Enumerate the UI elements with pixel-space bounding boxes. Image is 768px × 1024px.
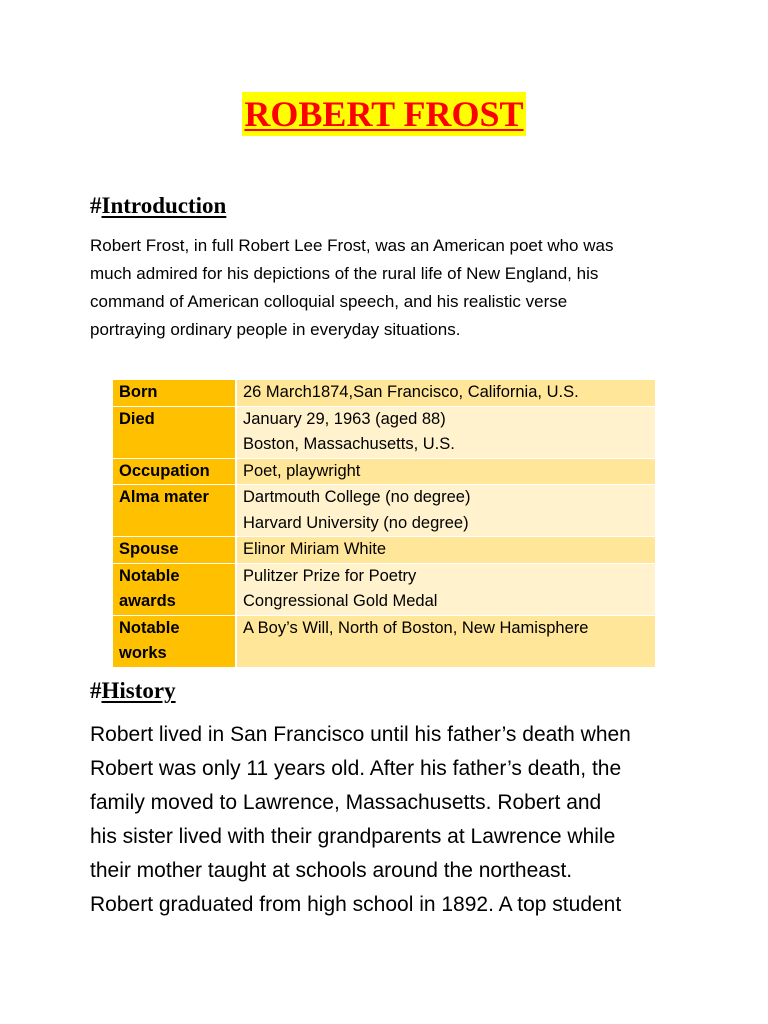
history-line: their mother taught at schools around the northeast. [90,859,573,882]
info-table [113,380,655,668]
table-value-cell [236,458,655,485]
history-heading-text: History [101,678,176,703]
table-row-notable-works [113,615,655,667]
value-born: 26 March1874,San Francisco, California, U.S. [243,383,579,401]
table-row-born [113,380,655,406]
history-heading-hash: # [90,678,102,703]
label-notable-awards-1: Notable [119,566,180,585]
value-died-place: Boston, Massachusetts, U.S. [243,435,455,453]
label-notable-awards-2: awards [119,592,176,610]
history-line: his sister lived with their grandparents at Lawrence while [90,825,616,848]
label-died: Died [119,409,155,428]
table-value-cell [236,380,655,406]
introduction-heading-text: Introduction [101,193,227,218]
history-line: Robert lived in San Francisco until his father’s death when [90,723,631,746]
label-notable-works-2: works [119,644,167,662]
introduction-heading [90,192,226,220]
history-line: Robert graduated from high school in 1892. A top student [90,893,622,916]
history-heading [90,677,176,705]
page-title: ROBERT FROST [244,94,524,134]
introduction-paragraph [90,232,690,344]
introduction-line: portraying ordinary people in everyday situations. [90,320,461,339]
table-value-cell [236,406,655,458]
history-line: family moved to Lawrence, Massachusetts. Robert and [90,791,602,814]
table-value-cell [236,485,655,537]
introduction-line: Robert Frost, in full Robert Lee Frost, was an American poet who was [90,236,614,255]
history-line: Robert was only 11 years old. After his father’s death, the [90,757,622,780]
table-label-cell [113,458,236,485]
table-label-cell [113,380,236,406]
value-notable-awards-1: Pulitzer Prize for Poetry [243,566,417,585]
table-value-cell [236,563,655,615]
history-paragraph [90,718,710,922]
table-label-cell [113,406,236,458]
title-container [0,92,768,136]
label-notable-works-1: Notable [119,618,180,637]
table-row-notable-awards [113,563,655,615]
value-died-date: January 29, 1963 (aged 88) [243,409,446,428]
table-value-cell [236,615,655,667]
table-row-died [113,406,655,458]
table-label-cell [113,563,236,615]
value-alma-mater-2: Harvard University (no degree) [243,513,469,532]
table-row-spouse [113,537,655,564]
table-label-cell [113,537,236,564]
table-row-alma-mater [113,485,655,537]
table-row-occupation [113,458,655,485]
value-alma-mater-1: Dartmouth College (no degree) [243,488,471,506]
label-occupation: Occupation [119,461,210,480]
label-born: Born [119,383,158,401]
value-notable-awards-2: Congressional Gold Medal [243,592,438,610]
introduction-line: command of American colloquial speech, and his realistic verse [90,292,568,311]
introduction-heading-hash: # [90,193,102,218]
table-label-cell [113,485,236,537]
introduction-line: much admired for his depictions of the rural life of New England, his [90,264,599,283]
value-notable-works: A Boy’s Will, North of Boston, New Hamisphere [243,618,589,637]
label-alma-mater: Alma mater [119,488,209,506]
table-value-cell [236,537,655,564]
label-spouse: Spouse [119,540,179,558]
value-occupation: Poet, playwright [243,461,361,480]
table-label-cell [113,615,236,667]
value-spouse: Elinor Miriam White [243,540,387,558]
